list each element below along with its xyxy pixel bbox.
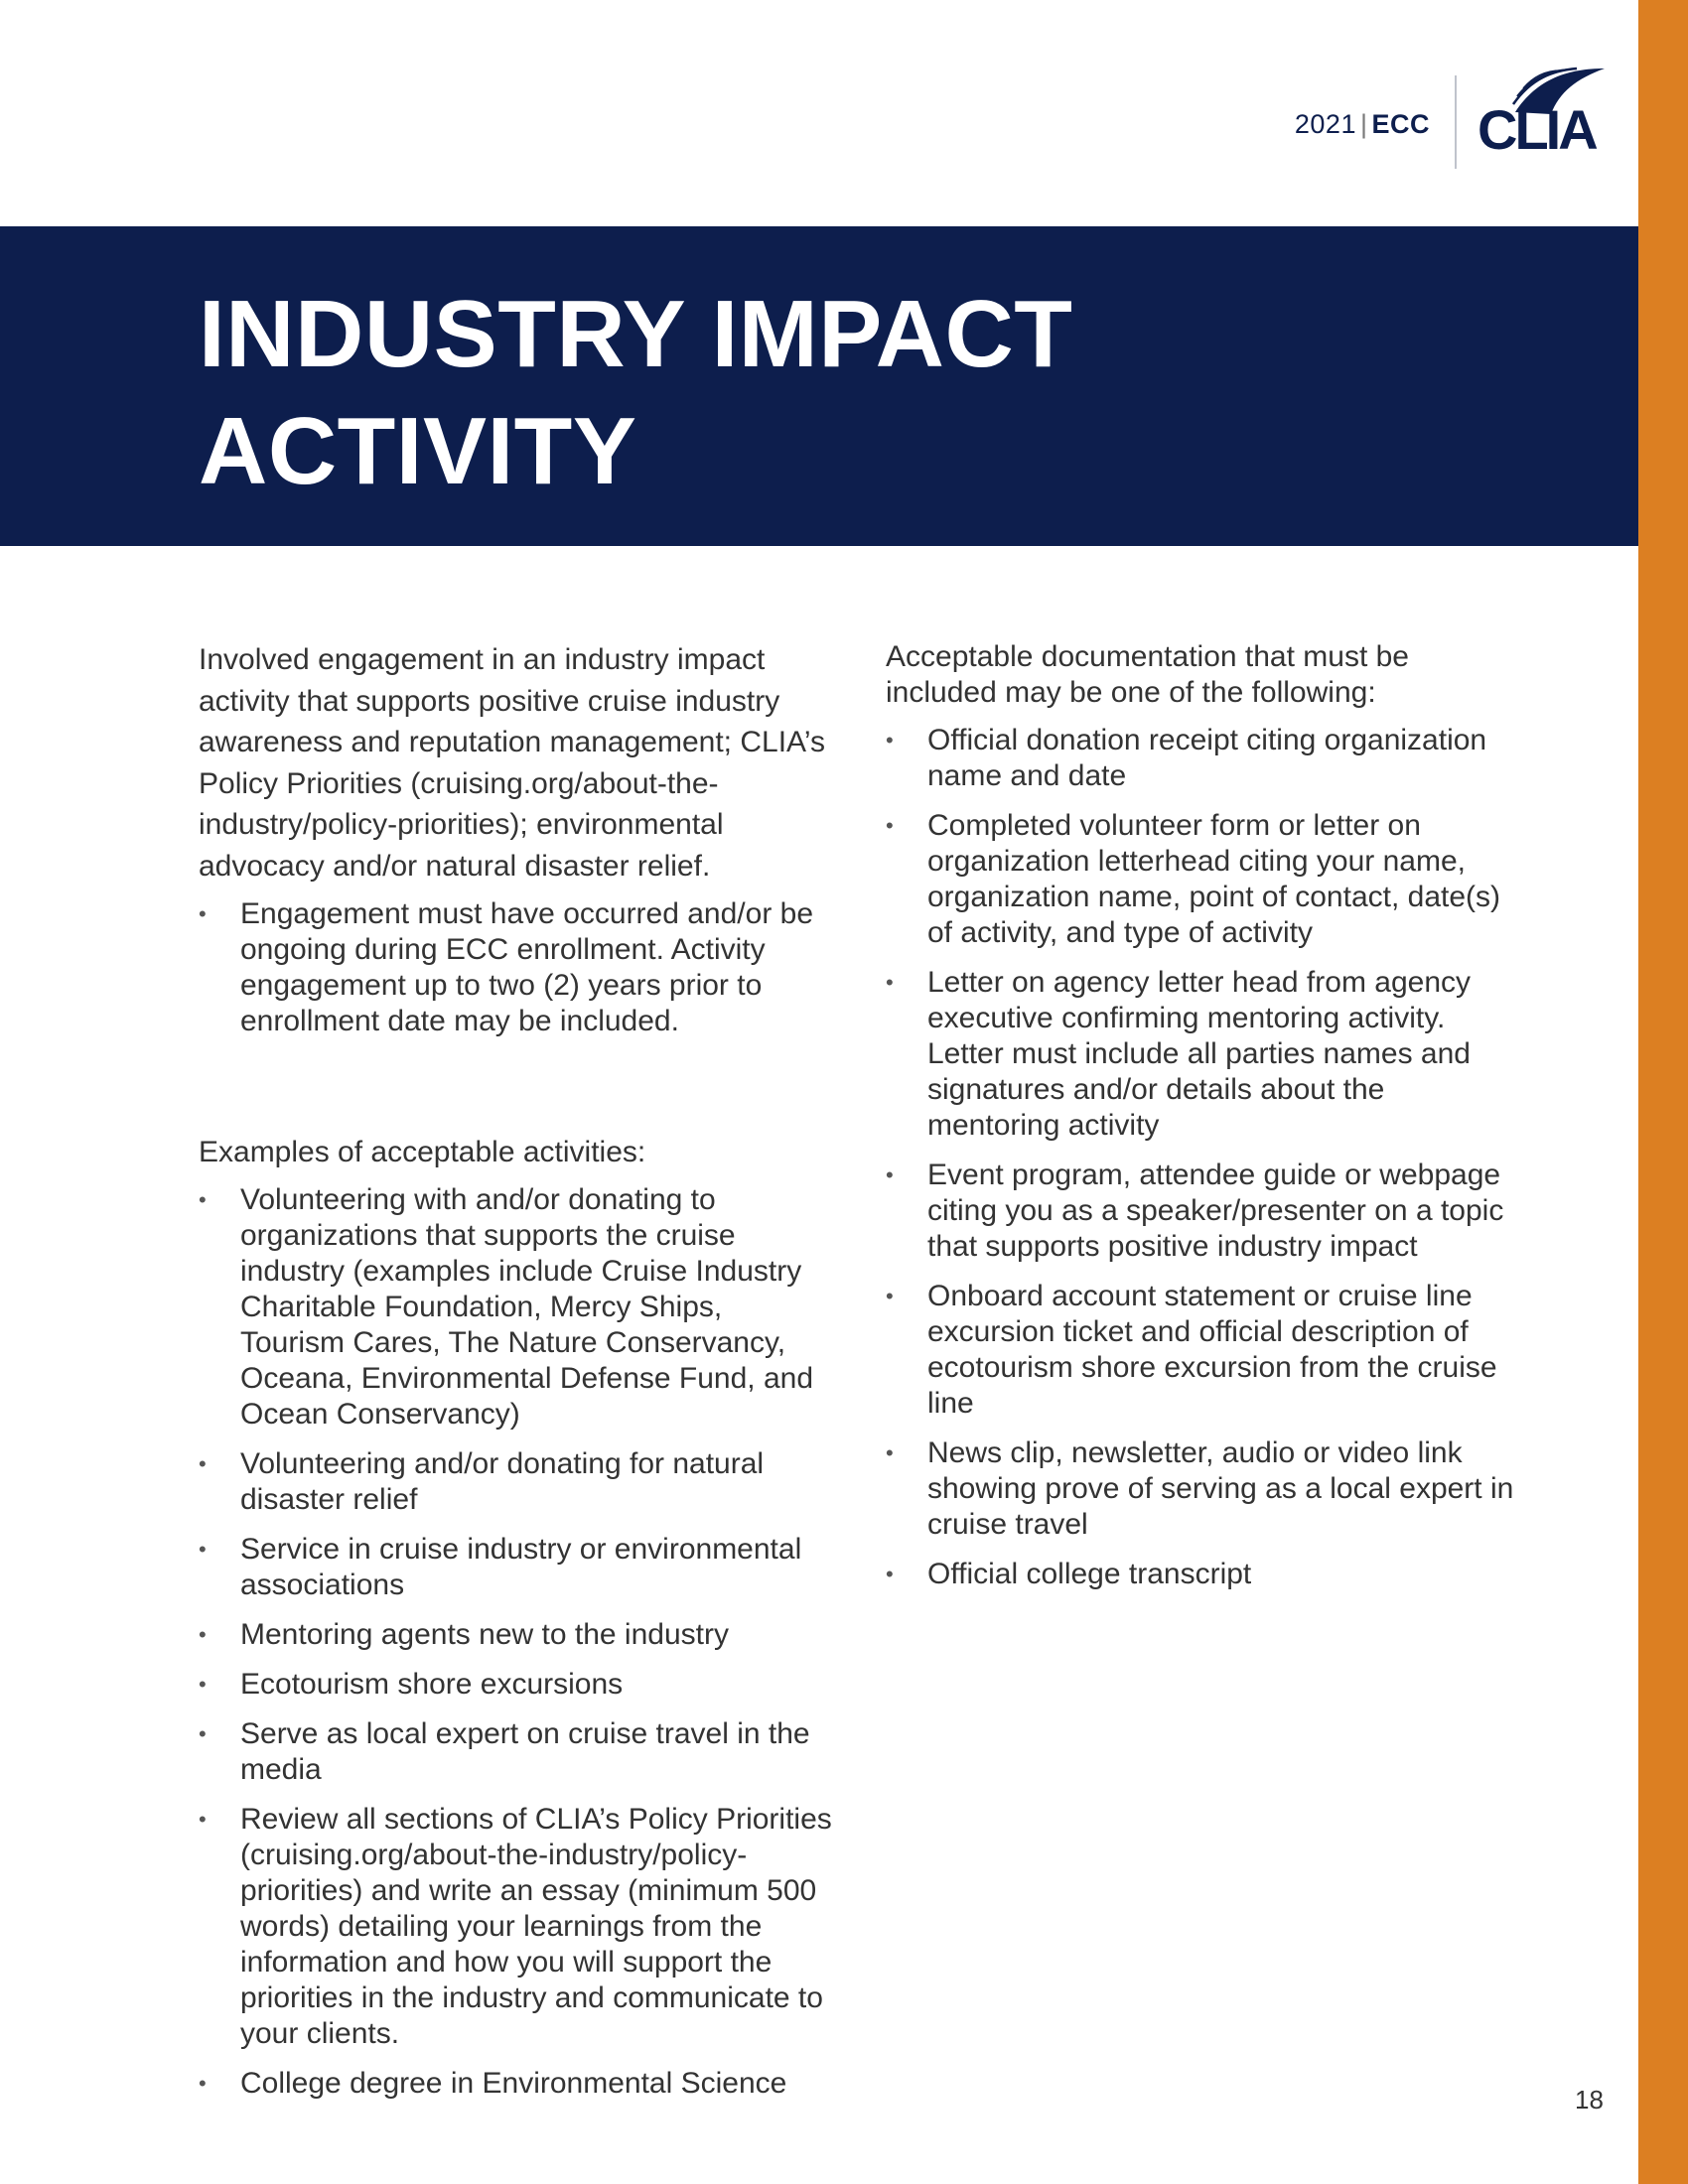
header-meta	[1295, 109, 1430, 140]
list-item: • Official donation receipt citing organization name and date	[886, 724, 1487, 792]
logo-text: CLIA	[1477, 98, 1596, 161]
list-item: • News clip, newsletter, audio or video link showing prove of serving as a local expert in cruise travel	[886, 1436, 1514, 1541]
header-year: 2021	[1294, 109, 1356, 139]
documentation-list	[886, 723, 1521, 1592]
bullet-icon: •	[199, 2071, 207, 2096]
examples-list	[199, 1182, 834, 2102]
header-program: ECC	[1371, 109, 1430, 139]
list-item: • Review all sections of CLIA’s Policy Priorities (cruising.org/about-the-industry/policy-priorities) and write an essay (minimum 500 words) detailing your learnings from the information and how you will support the priorities in the industry and communicate to your clients.	[199, 1803, 832, 2050]
list-item: • Letter on agency letter head from agency executive confirming mentoring activity. Letter must include all parties names and signatures and/or details about the mentoring activity	[886, 966, 1472, 1142]
list-item: • College degree in Environmental Science	[199, 2067, 787, 2100]
bullet-icon: •	[886, 1284, 894, 1308]
bullet-icon: •	[199, 1187, 207, 1212]
page-number: 18	[1575, 2085, 1604, 2115]
title-line-1: INDUSTRY IMPACT	[199, 281, 1073, 387]
page-title	[199, 276, 1072, 510]
list-item: • Engagement must have occurred and/or be ongoing during ECC enrollment. Activity engagement up to two (2) years prior to enrollment date may be included.	[199, 897, 814, 1037]
bullet-icon: •	[886, 728, 894, 752]
examples-heading: Examples of acceptable activities:	[199, 1136, 646, 1168]
right-column	[886, 639, 1521, 1606]
list-item: • Volunteering and/or donating for natural disaster relief	[199, 1447, 765, 1516]
bullet-icon: •	[199, 1672, 207, 1697]
bullet-icon: •	[886, 970, 894, 995]
bullet-icon: •	[199, 1721, 207, 1746]
clia-logo	[1477, 65, 1617, 159]
intro-bullets	[199, 896, 834, 1039]
list-item: • Official college transcript	[886, 1558, 1252, 1590]
right-intro: Acceptable documentation that must be included may be one of the following:	[886, 640, 1409, 709]
list-item: • Onboard account statement or cruise line excursion ticket and official description of ecotourism shore excursion from the cruise line	[886, 1280, 1497, 1420]
orange-side-bar	[1638, 0, 1688, 2184]
header-divider	[1455, 75, 1457, 169]
bullet-icon: •	[886, 813, 894, 838]
list-item: • Mentoring agents new to the industry	[199, 1618, 729, 1651]
left-column	[199, 639, 834, 2116]
bullet-icon: •	[199, 901, 207, 926]
header-separator: |	[1359, 109, 1368, 139]
list-item: • Ecotourism shore excursions	[199, 1668, 624, 1701]
bullet-icon: •	[199, 1622, 207, 1647]
left-intro: Involved engagement in an industry impact activity that supports positive cruise industry awareness and reputation management; CLIA’s Policy Priorities (cruising.org/about-the-industry/policy-priorities); environmental advocacy and/or natural disaster relief.	[199, 643, 825, 883]
bullet-icon: •	[199, 1451, 207, 1476]
title-line-2: ACTIVITY	[199, 398, 637, 504]
bullet-icon: •	[886, 1440, 894, 1465]
list-item: • Volunteering with and/or donating to organizations that supports the cruise industry (examples include Cruise Industry Charitable Foundation, Mercy Ships, Tourism Cares, The Nature Conservancy, Oceana, Environmental Defense Fund, and Ocean Conservancy)	[199, 1183, 814, 1431]
list-item: • Completed volunteer form or letter on organization letterhead citing your name, organization name, point of contact, date(s) of activity, and type of activity	[886, 809, 1501, 949]
list-item: • Serve as local expert on cruise travel in the media	[199, 1717, 810, 1786]
bullet-icon: •	[886, 1162, 894, 1187]
bullet-icon: •	[886, 1562, 894, 1586]
bullet-icon: •	[199, 1807, 207, 1832]
bullet-icon: •	[199, 1537, 207, 1562]
list-item: • Event program, attendee guide or webpage citing you as a speaker/presenter on a topic that supports positive industry impact	[886, 1159, 1504, 1263]
title-band	[0, 226, 1638, 546]
list-item: • Service in cruise industry or environmental associations	[199, 1533, 802, 1601]
